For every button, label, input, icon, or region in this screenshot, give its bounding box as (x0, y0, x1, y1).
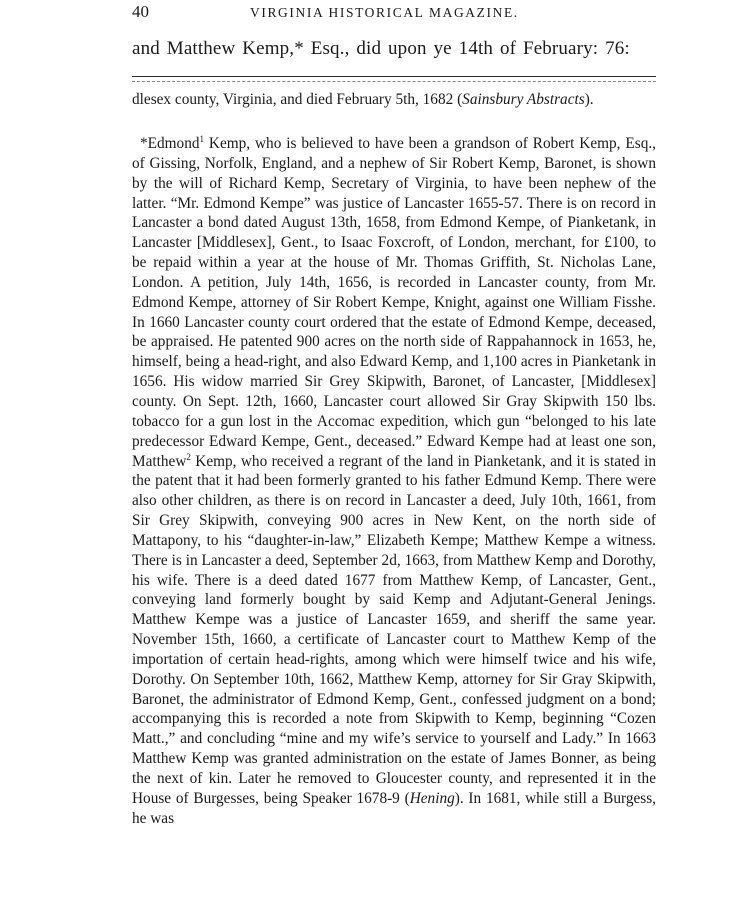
footnote-opening-name: Edmond (147, 135, 200, 152)
source-citation: Sainsbury Abstracts (462, 91, 585, 108)
footnote-text-part-3: ). In 1681, while still a Burgess, he was (132, 789, 656, 827)
hening-citation: Hening (409, 789, 455, 807)
main-text-line: and Matthew Kemp,* Esq., did upon ye 14th of February: 76: (132, 38, 630, 59)
footnote-continuation (132, 90, 656, 110)
journal-title: VIRGINIA HISTORICAL MAGAZINE. (250, 5, 519, 20)
footnote-text-part-2: Kemp, who received a regrant of the land in Pianketank, and it is stated in the patent that it had been formerly granted to his father Edmund Kemp. There were also other children, as there is on record in Lancaster a deed, July 10th, 1661, from Sir Grey Skipwith, conveying 900 acres in New Kent, on the north side of Mattapony, to his “daughter-in-law,” Elizabeth Kempe; Matthew Kempe a witness. There is in Lancaster a deed, September 2d, 1663, from Matthew Kemp and Dorothy, his wife. There is a deed dated 1677 from Matthew Kemp, of Lancaster, Gent., conveying land formerly bought by said Kemp and Adjutant-General Jenings. Matthew Kempe was a justice of Lancaster 1659, and sheriff the same year. November 15th, 1660, a certificate of Lancaster court to Matthew Kemp of the importation of certain head-rights, among which were himself twice and his wife, Dorothy. On September 10th, 1662, Matthew Kemp, attorney for Sir Gray Skipwith, Baronet, the administrator of Edmond Kemp, Gent., confessed judgment on a bond; accompanying this is recorded a note from Skipwith to Kemp, beginning “Cozen Matt.,” and concluding “mine and my wife’s service to yourself and Lady.” In 1663 Matthew Kemp was granted administration on the estate of James Bonner, as being the next of kin. Later he removed to Gloucester county, and represented it in the House of Burgesses, being Speaker 1678-9 ( (132, 452, 656, 807)
footnote-paragraph (132, 134, 656, 829)
page-number: 40 (132, 2, 149, 21)
footnote-marker: * (140, 135, 148, 152)
footnote-text-part-1: Kemp, who is believed to have been a grandson of Robert Kemp, Esq., of Gissing, Norfolk, England, and a nephew of Sir Robert Kemp, Baronet, is shown by the will of Richard Kemp, Secretary of Virginia, to have been nephew of the latter. “Mr. Edmond Kempe” was justice of Lancaster 1655-57. There is on record in Lancaster a bond dated August 13th, 1658, from Edmond Kempe, of Pianketank, in Lancaster [Middlesex], Gent., to Isaac Foxcroft, of London, merchant, for £100, to be repaid within a year at the house of Mr. Thomas Griffith, St. Nicholas Lane, London. A petition, July 14th, 1656, is recorded in Lancaster county, from Mr. Edmond Kempe, attorney of Sir Robert Kempe, Knight, against one William Fisshe. In 1660 Lancaster county court ordered that the estate of Edmond Kempe, deceased, be appraised. He patented 900 acres on the north side of Rappahannock in 1653, he, himself, being a head-right, and also Edward Kemp, and 1,100 acres in Pianketank in 1656. His widow married Sir Grey Skipwith, Baronet, of Lancaster, [Middlesex] county. On Sept. 12th, 1660, Lancaster court allowed Sir Gray Skipwith 150 lbs. tobacco for a gun lost in the Accomac expedition, which gun “belonged to his late predecessor Edward Kempe, Gent., deceased.” Edward Kempe had at least one son, Matthew (132, 135, 656, 470)
footnote-continuation-text: dlesex county, Virginia, and died February 5th, 1682 ( (132, 91, 463, 108)
running-head (132, 2, 656, 24)
footnote-continuation-closing: ). (584, 91, 594, 108)
footnote-divider (132, 76, 656, 77)
superscript-note-2: 2 (186, 451, 191, 462)
superscript-note-1: 1 (199, 134, 204, 144)
